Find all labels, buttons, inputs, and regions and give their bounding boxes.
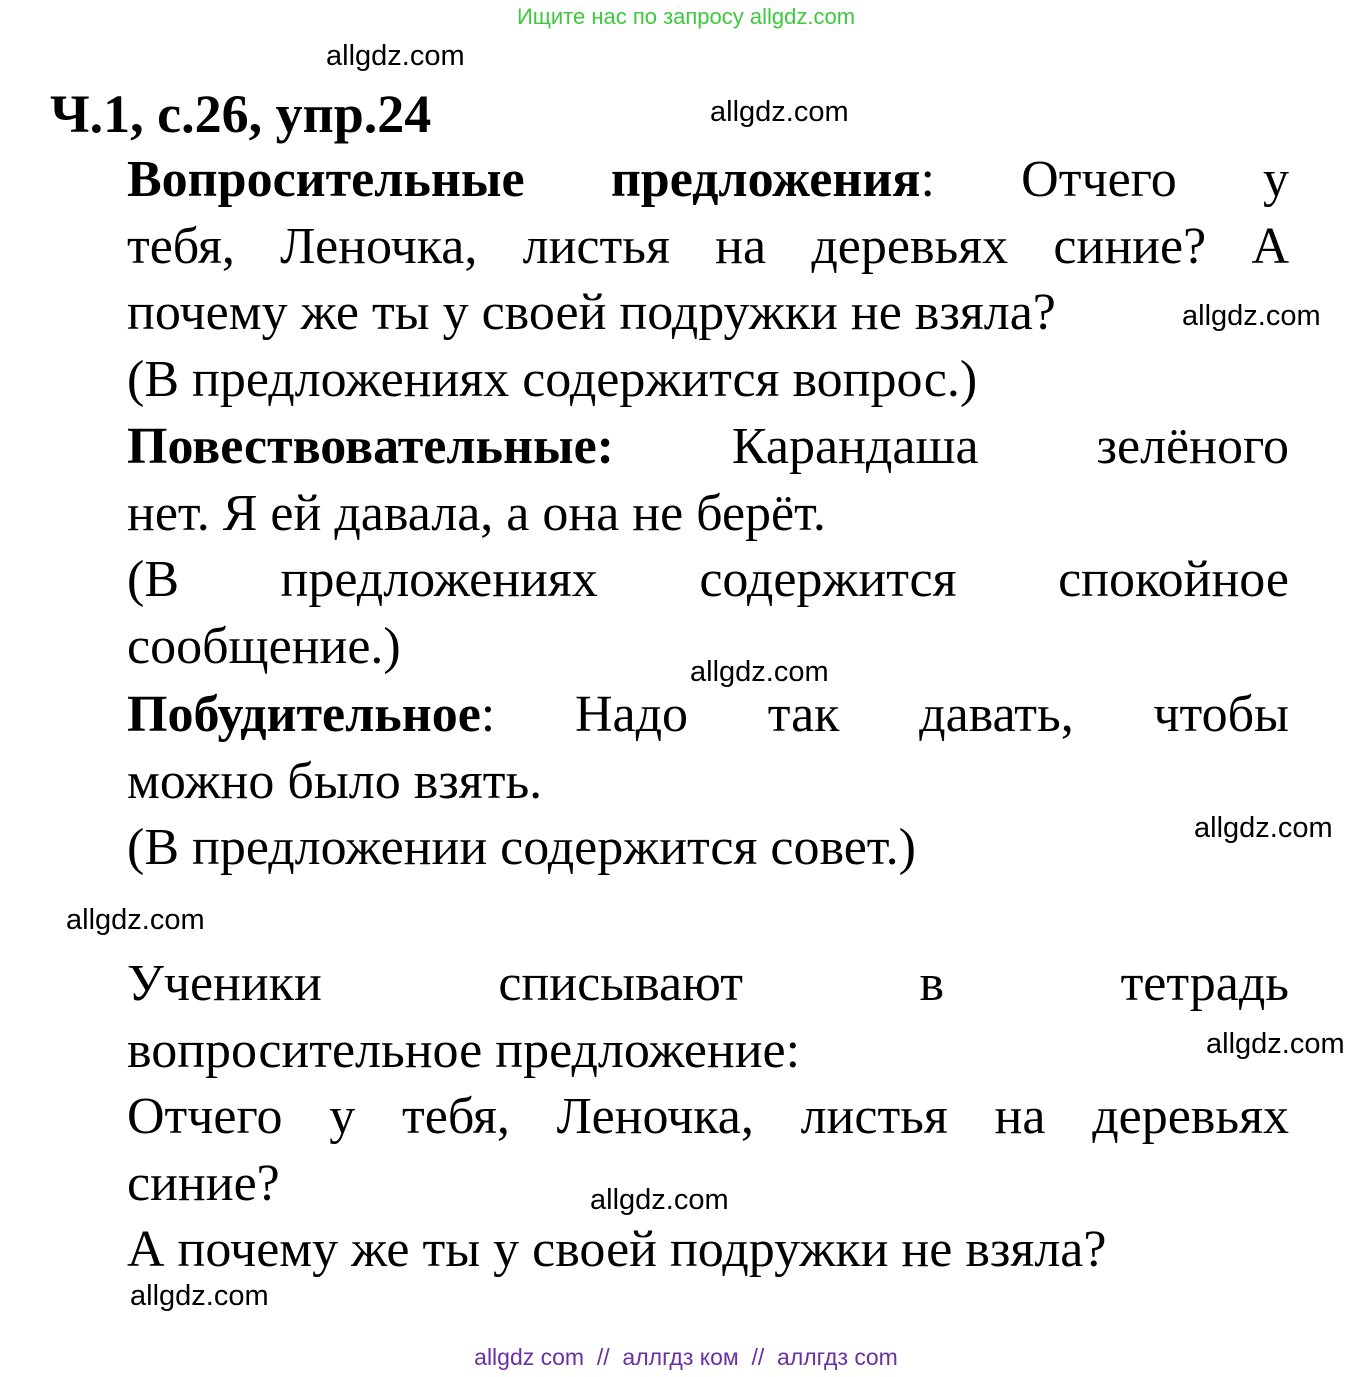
declarative-block: [127, 414, 1289, 680]
text-line: Вопросительные предложения: Отчего у: [127, 151, 1289, 208]
copy-task-block: [127, 951, 1289, 1284]
text-line: сообщение.): [127, 617, 401, 675]
text-line: Повествовательные: Карандаша зелёного: [127, 418, 1289, 475]
text-line: Побудительное: Надо так давать, чтобы: [127, 686, 1289, 743]
text-line: почему же ты у своей подружки не взяла?: [127, 284, 1056, 341]
text-line: тебя, Леночка, листья на деревьях синие? А: [127, 217, 1289, 275]
watermark: allgdz.com: [326, 40, 465, 72]
imperative-block: [127, 682, 1289, 882]
section-label: Вопросительные предложения: [127, 151, 921, 208]
page-title: Ч.1, с.26, упр.24: [50, 84, 432, 144]
text-line: можно было взять.: [127, 752, 543, 810]
text-line: (В предложении содержится совет.): [127, 819, 916, 876]
footer-links: allgdz com // аллгдз ком // аллгдз com: [474, 1344, 898, 1370]
text-line: (В предложениях содержится вопрос.): [127, 350, 978, 408]
section-label: Побудительное: [127, 686, 481, 743]
watermark: allgdz.com: [710, 96, 849, 128]
text-line: Ученики списывают в тетрадь: [127, 955, 1289, 1012]
watermark: allgdz.com: [1206, 1028, 1345, 1060]
text-line: вопросительное предложение:: [127, 1021, 801, 1079]
text-line: (В предложениях содержится спокойное: [127, 551, 1289, 608]
search-banner: Ищите нас по запросу allgdz.com: [516, 4, 856, 29]
watermark: allgdz.com: [1182, 300, 1321, 332]
watermark: allgdz.com: [1194, 812, 1333, 844]
interrogative-block: [127, 147, 1289, 413]
watermark: allgdz.com: [590, 1184, 729, 1216]
watermark: allgdz.com: [690, 656, 829, 688]
watermark: allgdz.com: [66, 904, 205, 936]
text-line: Отчего у тебя, Леночка, листья на деревьях: [127, 1088, 1289, 1145]
watermark: allgdz.com: [130, 1280, 269, 1312]
section-label: Повествовательные:: [127, 418, 614, 475]
text-line: А почему же ты у своей подружки не взяла?: [127, 1221, 1107, 1278]
text-line: нет. Я ей давала, а она не берёт.: [127, 484, 826, 542]
text-line: синие?: [127, 1154, 280, 1212]
